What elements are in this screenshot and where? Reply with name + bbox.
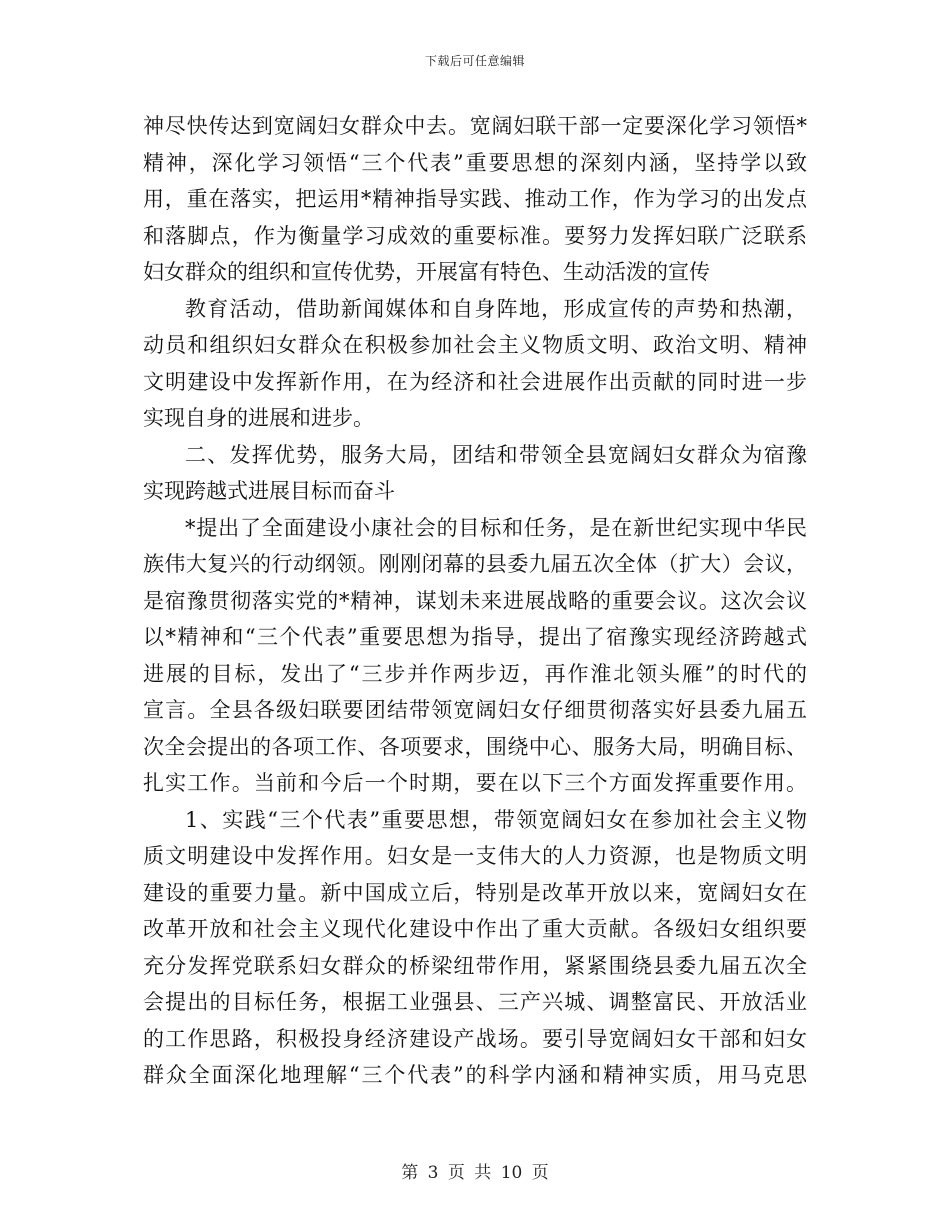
body-text-line: 1、实践“三个代表”重要思想，带领宽阔妇女在参加社会主义物 — [185, 807, 807, 832]
body-text-line: 以*精神和“三个代表”重要思想为指导，提出了宿豫实现经济跨越式 — [143, 625, 807, 649]
body-text-line: 族伟大复兴的行动纲领。刚刚闭幕的县委九届五次全体（扩大）会议， — [143, 552, 807, 576]
body-text-line: 实现自身的进展和进步。 — [143, 406, 374, 430]
body-text-line: 妇女群众的组织和宣传优势，开展富有特色、生动活泼的宣传 — [143, 260, 710, 284]
body-text-line: 动员和组织妇女群众在积极参加社会主义物质文明、政治文明、精神 — [143, 333, 807, 357]
body-text-line: 用，重在落实，把运用*精神指导实践、推动工作，作为学习的出发点 — [143, 187, 807, 211]
body-text-line: 神尽快传达到宽阔妇女群众中去。宽阔妇联干部一定要深化学习领悟* — [143, 114, 807, 138]
page-header: 下载后可任意编辑 — [424, 54, 525, 68]
body-text-line: 充分发挥党联系妇女群众的桥梁纽带作用，紧紧围绕县委九届五次全 — [143, 953, 807, 978]
body-text-line: 宣言。全县各级妇联要团结带领宽阔妇女仔细贯彻落实好县委九届五 — [143, 698, 807, 722]
body-text-line: 建设的重要力量。新中国成立后，特别是改革开放以来，宽阔妇女在 — [143, 880, 807, 905]
body-text-line: 文明建设中发挥新作用，在为经济和社会进展作出贡献的同时进一步 — [143, 369, 807, 394]
body-text-line: 改革开放和社会主义现代化建设中作出了重大贡献。各级妇女组织要 — [143, 917, 807, 941]
body-text-line: 群众全面深化地理解“三个代表”的科学内涵和精神实质，用马克思 — [143, 1063, 807, 1087]
body-text-line: 会提出的目标任务，根据工业强县、三产兴城、调整富民、开放活业 — [143, 990, 807, 1014]
document-body — [143, 108, 807, 1094]
body-text-line: 是宿豫贯彻落实党的*精神，谋划未来进展战略的重要会议。这次会议 — [143, 588, 807, 613]
body-text-line: 实现跨越式进展目标而奋斗 — [143, 479, 395, 503]
body-text-line: 二、发挥优势，服务大局，团结和带领全县宽阔妇女群众为宿豫 — [185, 442, 807, 467]
body-text-line: 质文明建设中发挥作用。妇女是一支伟大的人力资源，也是物质文明 — [143, 844, 807, 868]
body-text-line: 和落脚点，作为衡量学习成效的重要标准。要努力发挥妇联广泛联系 — [143, 223, 807, 248]
body-text-line: 教育活动，借助新闻媒体和自身阵地，形成宣传的声势和热潮， — [185, 296, 807, 321]
page-footer: 第 3 页 共 10 页 — [401, 1163, 549, 1183]
body-text-line: 精神，深化学习领悟“三个代表”重要思想的深刻内涵，坚持学以致 — [143, 150, 807, 175]
body-text-line: *提出了全面建设小康社会的目标和任务，是在新世纪实现中华民 — [185, 515, 807, 540]
body-text-line: 进展的目标，发出了“三步并作两步迈，再作淮北领头雁”的时代的 — [143, 661, 807, 686]
body-text-line: 次全会提出的各项工作、各项要求，围绕中心、服务大局，明确目标、 — [143, 734, 807, 759]
body-text-line: 的工作思路，积极投身经济建设产战场。要引导宽阔妇女干部和妇女 — [143, 1026, 807, 1051]
body-text-line: 扎实工作。当前和今后一个时期，要在以下三个方面发挥重要作用。 — [143, 771, 807, 795]
